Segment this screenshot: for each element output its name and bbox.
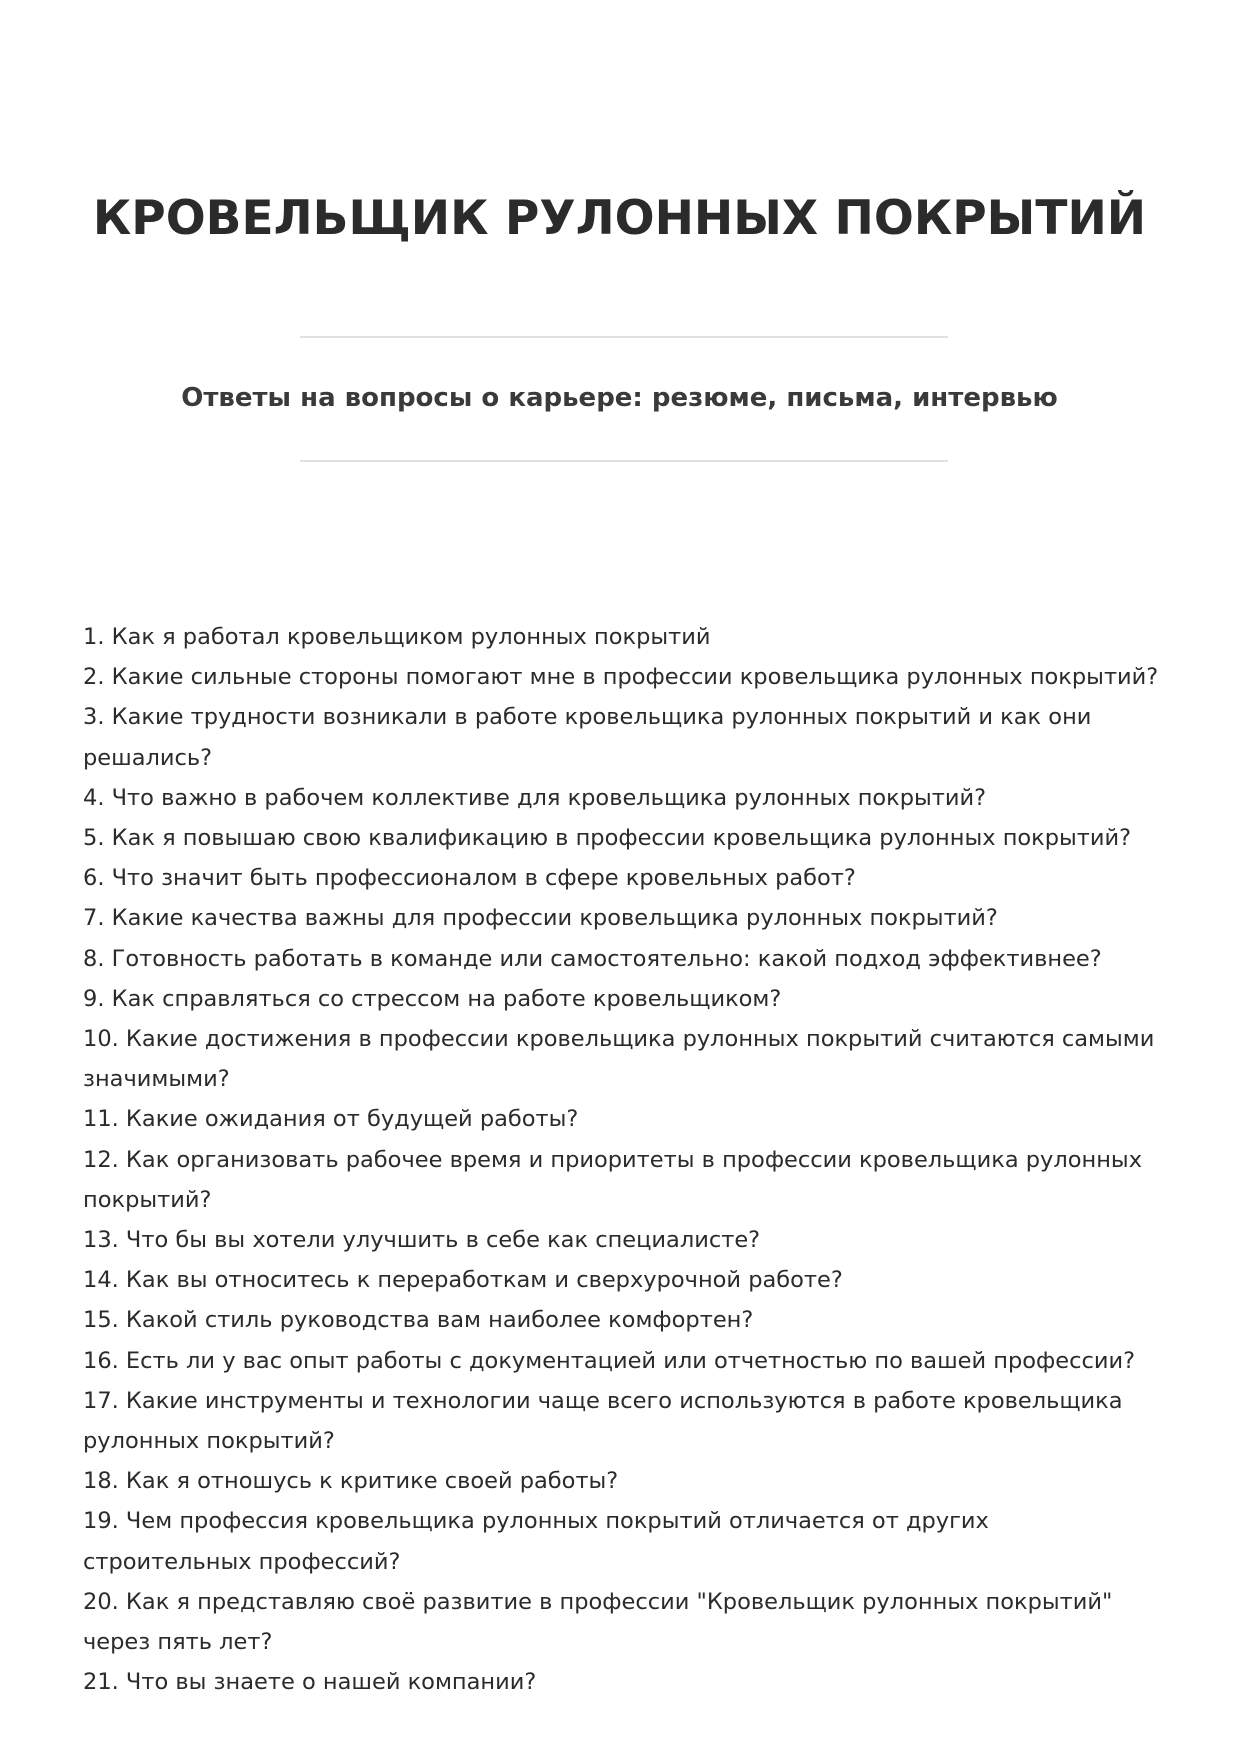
question-item: 7. Какие качества важны для профессии кровельщика рулонных покрытий?	[83, 905, 998, 932]
question-item: 16. Есть ли у вас опыт работы с документацией или отчетностью по вашей профессии?	[83, 1347, 1136, 1374]
question-item: 13. Что бы вы хотели улучшить в себе как специалисте?	[83, 1227, 761, 1254]
question-item: 15. Какой стиль руководства вам наиболее комфортен?	[83, 1307, 754, 1334]
page-title: КРОВЕЛЬЩИК РУЛОННЫХ ПОКРЫТИЙ	[92, 191, 1147, 246]
question-item: 10. Какие достижения в профессии кровельщика рулонных покрытий считаются самыми значимыми?	[83, 1026, 1155, 1093]
question-item: 11. Какие ожидания от будущей работы?	[83, 1106, 579, 1133]
question-item: 12. Как организовать рабочее время и приоритеты в профессии кровельщика рулонных покрытий?	[83, 1146, 1143, 1213]
question-item: 8. Готовность работать в команде или самостоятельно: какой подход эффективнее?	[83, 945, 1102, 972]
question-item: 17. Какие инструменты и технологии чаще всего используются в работе кровельщика рулонных покрытий?	[83, 1387, 1123, 1455]
bottom-divider	[300, 460, 948, 462]
question-item: 1. Как я работал кровельщиком рулонных покрытий	[83, 624, 711, 650]
question-item: 14. Как вы относитесь к переработкам и сверхурочной работе?	[83, 1267, 843, 1294]
question-item: 9. Как справляться со стрессом на работе кровельщиком?	[83, 985, 782, 1012]
question-item: 3. Какие трудности возникали в работе кровельщика рулонных покрытий и как они решались?	[83, 704, 1092, 771]
page-subtitle: Ответы на вопросы о карьере: резюме, письма, интервью	[181, 383, 1058, 413]
top-divider	[300, 336, 948, 338]
question-item: 21. Что вы знаете о нашей компании?	[83, 1669, 537, 1696]
question-item: 2. Какие сильные стороны помогают мне в профессии кровельщика рулонных покрытий?	[83, 664, 1159, 691]
question-item: 19. Чем профессия кровельщика рулонных покрытий отличается от других строительных профессий?	[83, 1508, 989, 1575]
question-item: 5. Как я повышаю свою квалификацию в профессии кровельщика рулонных покрытий?	[83, 825, 1132, 852]
question-item: 18. Как я отношусь к критике своей работы?	[83, 1468, 619, 1495]
questions-list	[83, 617, 1163, 1702]
question-item: 6. Что значит быть профессионалом в сфере кровельных работ?	[83, 865, 856, 892]
question-item: 4. Что важно в рабочем коллективе для кровельщика рулонных покрытий?	[83, 784, 987, 811]
question-item: 20. Как я представляю своё развитие в профессии "Кровельщик рулонных покрытий" через пять лет?	[83, 1588, 1113, 1656]
